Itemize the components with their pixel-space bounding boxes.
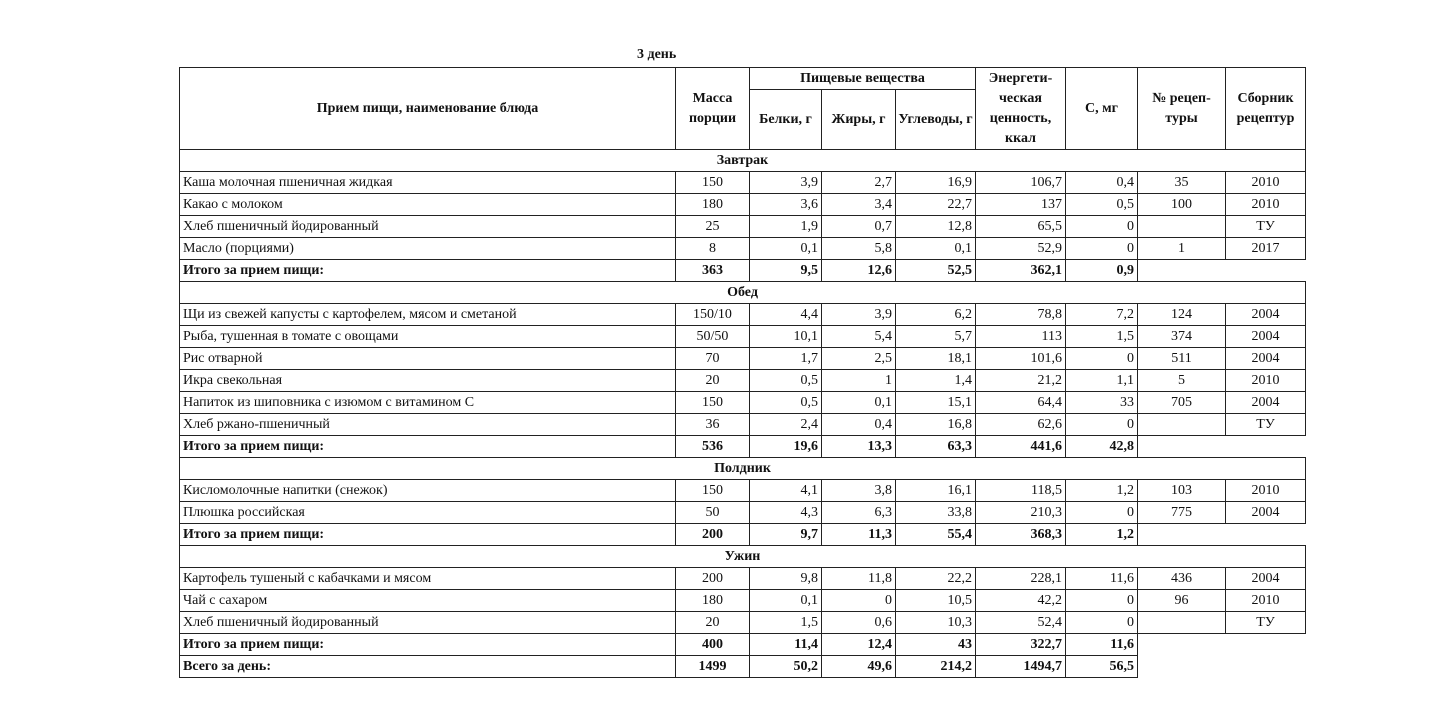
cell-total-label: Итого за прием пищи: — [180, 260, 676, 282]
cell-dish-name: Хлеб ржано-пшеничный — [180, 414, 676, 436]
cell-recipe-collection: 2004 — [1226, 568, 1306, 590]
cell-vitamin-c: 0 — [1066, 502, 1138, 524]
cell-protein: 1,7 — [750, 348, 822, 370]
cell-dish-name: Щи из свежей капусты с картофелем, мясом и сметаной — [180, 304, 676, 326]
cell-fat: 0,7 — [822, 216, 896, 238]
cell-dish-name: Каша молочная пшеничная жидкая — [180, 172, 676, 194]
section-title: Завтрак — [180, 150, 1306, 172]
cell-vitamin-c: 1,2 — [1066, 480, 1138, 502]
cell-protein: 0,1 — [750, 590, 822, 612]
cell-dish-name: Плюшка российская — [180, 502, 676, 524]
cell-fat: 0 — [822, 590, 896, 612]
cell-mass: 180 — [676, 194, 750, 216]
cell-energy: 118,5 — [976, 480, 1066, 502]
cell-total-label: Итого за прием пищи: — [180, 524, 676, 546]
cell-day-total-label: Всего за день: — [180, 656, 676, 678]
cell-recipe-number — [1138, 612, 1226, 634]
dish-row — [180, 414, 1306, 436]
cell-recipe-collection: ТУ — [1226, 612, 1306, 634]
cell-vitamin-c: 1,5 — [1066, 326, 1138, 348]
cell-vitamin-c: 0 — [1066, 414, 1138, 436]
cell-mass: 150 — [676, 392, 750, 414]
cell-protein: 9,8 — [750, 568, 822, 590]
dish-row — [180, 238, 1306, 260]
cell-energy: 210,3 — [976, 502, 1066, 524]
dish-row — [180, 612, 1306, 634]
total-cell-protein: 19,6 — [750, 436, 822, 458]
cell-fat: 5,4 — [822, 326, 896, 348]
cell-recipe-collection: 2010 — [1226, 172, 1306, 194]
cell-mass: 150 — [676, 172, 750, 194]
cell-protein: 2,4 — [750, 414, 822, 436]
cell-protein: 0,5 — [750, 370, 822, 392]
total-cell-mass: 363 — [676, 260, 750, 282]
cell-carbs: 16,1 — [896, 480, 976, 502]
cell-fat: 3,4 — [822, 194, 896, 216]
cell-energy: 42,2 — [976, 590, 1066, 612]
cell-protein: 3,6 — [750, 194, 822, 216]
cell-energy: 65,5 — [976, 216, 1066, 238]
total-cell-protein: 9,7 — [750, 524, 822, 546]
cell-protein: 4,4 — [750, 304, 822, 326]
cell-dish-name: Чай с сахаром — [180, 590, 676, 612]
total-cell-vitamin-c: 11,6 — [1066, 634, 1138, 656]
cell-fat: 0,4 — [822, 414, 896, 436]
cell-carbs: 18,1 — [896, 348, 976, 370]
meal-total-row — [180, 524, 1306, 546]
cell-fat: 2,7 — [822, 172, 896, 194]
cell-energy: 113 — [976, 326, 1066, 348]
cell-vitamin-c: 0 — [1066, 238, 1138, 260]
cell-recipe-number — [1138, 216, 1226, 238]
cell-fat: 0,6 — [822, 612, 896, 634]
cell-carbs: 16,8 — [896, 414, 976, 436]
dish-row — [180, 590, 1306, 612]
cell-dish-name: Рис отварной — [180, 348, 676, 370]
cell-protein: 1,5 — [750, 612, 822, 634]
meal-total-row — [180, 260, 1306, 282]
cell-recipe-number: 5 — [1138, 370, 1226, 392]
total-cell-carbs: 43 — [896, 634, 976, 656]
day-total-cell-fat: 49,6 — [822, 656, 896, 678]
cell-dish-name: Икра свекольная — [180, 370, 676, 392]
total-cell-carbs: 52,5 — [896, 260, 976, 282]
cell-recipe-collection: 2004 — [1226, 304, 1306, 326]
total-cell-energy: 362,1 — [976, 260, 1066, 282]
day-total-cell-mass: 1499 — [676, 656, 750, 678]
section-title: Ужин — [180, 546, 1306, 568]
cell-energy: 228,1 — [976, 568, 1066, 590]
day-total-cell-vitamin-c: 56,5 — [1066, 656, 1138, 678]
cell-recipe-number: 705 — [1138, 392, 1226, 414]
cell-carbs: 16,9 — [896, 172, 976, 194]
total-cell-vitamin-c: 42,8 — [1066, 436, 1138, 458]
day-title: 3 день — [637, 47, 677, 62]
cell-energy: 52,4 — [976, 612, 1066, 634]
cell-mass: 180 — [676, 590, 750, 612]
dish-row — [180, 568, 1306, 590]
total-cell-fat: 12,4 — [822, 634, 896, 656]
section-header-row — [180, 282, 1306, 304]
cell-dish-name: Масло (порциями) — [180, 238, 676, 260]
total-cell-carbs: 63,3 — [896, 436, 976, 458]
cell-vitamin-c: 11,6 — [1066, 568, 1138, 590]
cell-recipe-number: 775 — [1138, 502, 1226, 524]
total-cell-fat: 13,3 — [822, 436, 896, 458]
day-total-cell-protein: 50,2 — [750, 656, 822, 678]
cell-recipe-collection: 2010 — [1226, 370, 1306, 392]
cell-recipe-collection: 2017 — [1226, 238, 1306, 260]
total-cell-energy: 441,6 — [976, 436, 1066, 458]
total-cell-protein: 11,4 — [750, 634, 822, 656]
dish-row — [180, 480, 1306, 502]
cell-vitamin-c: 0,5 — [1066, 194, 1138, 216]
cell-energy: 78,8 — [976, 304, 1066, 326]
cell-recipe-number: 436 — [1138, 568, 1226, 590]
header-recipe-number: № рецеп-туры — [1138, 68, 1226, 150]
cell-protein: 10,1 — [750, 326, 822, 348]
cell-fat: 1 — [822, 370, 896, 392]
cell-energy: 62,6 — [976, 414, 1066, 436]
cell-protein: 0,5 — [750, 392, 822, 414]
cell-dish-name: Напиток из шиповника с изюмом с витамином С — [180, 392, 676, 414]
cell-mass: 150/10 — [676, 304, 750, 326]
dish-row — [180, 326, 1306, 348]
menu-table — [179, 67, 1306, 678]
cell-recipe-collection: 2004 — [1226, 502, 1306, 524]
cell-carbs: 33,8 — [896, 502, 976, 524]
dish-row — [180, 216, 1306, 238]
blank-cell — [1138, 656, 1306, 678]
header-mass: Масса порции — [676, 68, 750, 150]
blank-cell — [1138, 524, 1306, 546]
cell-recipe-collection: ТУ — [1226, 216, 1306, 238]
header-vitamin-c: С, мг — [1066, 68, 1138, 150]
blank-cell — [1138, 634, 1306, 656]
cell-recipe-number: 35 — [1138, 172, 1226, 194]
section-title: Полдник — [180, 458, 1306, 480]
cell-recipe-number — [1138, 414, 1226, 436]
cell-mass: 150 — [676, 480, 750, 502]
cell-carbs: 12,8 — [896, 216, 976, 238]
total-cell-energy: 368,3 — [976, 524, 1066, 546]
cell-carbs: 5,7 — [896, 326, 976, 348]
dish-row — [180, 194, 1306, 216]
cell-recipe-number: 1 — [1138, 238, 1226, 260]
cell-recipe-collection: 2004 — [1226, 326, 1306, 348]
cell-recipe-number: 103 — [1138, 480, 1226, 502]
cell-recipe-number: 100 — [1138, 194, 1226, 216]
cell-mass: 200 — [676, 568, 750, 590]
day-total-cell-energy: 1494,7 — [976, 656, 1066, 678]
cell-protein: 0,1 — [750, 238, 822, 260]
header-nutrients: Пищевые вещества — [750, 68, 976, 90]
cell-mass: 50 — [676, 502, 750, 524]
dish-row — [180, 370, 1306, 392]
cell-mass: 36 — [676, 414, 750, 436]
cell-vitamin-c: 33 — [1066, 392, 1138, 414]
cell-vitamin-c: 0 — [1066, 612, 1138, 634]
dish-row — [180, 172, 1306, 194]
cell-carbs: 10,5 — [896, 590, 976, 612]
section-header-row — [180, 458, 1306, 480]
menu-body — [180, 150, 1306, 678]
dish-row — [180, 348, 1306, 370]
cell-vitamin-c: 0 — [1066, 590, 1138, 612]
cell-recipe-number: 374 — [1138, 326, 1226, 348]
cell-mass: 70 — [676, 348, 750, 370]
total-cell-protein: 9,5 — [750, 260, 822, 282]
cell-mass: 8 — [676, 238, 750, 260]
cell-dish-name: Какао с молоком — [180, 194, 676, 216]
cell-vitamin-c: 7,2 — [1066, 304, 1138, 326]
cell-vitamin-c: 0,4 — [1066, 172, 1138, 194]
cell-recipe-number: 511 — [1138, 348, 1226, 370]
cell-vitamin-c: 1,1 — [1066, 370, 1138, 392]
cell-carbs: 10,3 — [896, 612, 976, 634]
cell-fat: 3,8 — [822, 480, 896, 502]
header-recipe-collection: Сборник рецептур — [1226, 68, 1306, 150]
section-header-row — [180, 150, 1306, 172]
cell-dish-name: Хлеб пшеничный йодированный — [180, 216, 676, 238]
section-header-row — [180, 546, 1306, 568]
cell-protein: 3,9 — [750, 172, 822, 194]
cell-fat: 11,8 — [822, 568, 896, 590]
header-energy: Энергети-ческая ценность, ккал — [976, 68, 1066, 150]
header-fat: Жиры, г — [822, 90, 896, 150]
cell-dish-name: Хлеб пшеничный йодированный — [180, 612, 676, 634]
total-cell-carbs: 55,4 — [896, 524, 976, 546]
cell-energy: 64,4 — [976, 392, 1066, 414]
cell-recipe-collection: 2004 — [1226, 392, 1306, 414]
cell-mass: 20 — [676, 612, 750, 634]
total-cell-fat: 12,6 — [822, 260, 896, 282]
cell-carbs: 0,1 — [896, 238, 976, 260]
cell-total-label: Итого за прием пищи: — [180, 634, 676, 656]
cell-recipe-collection: 2010 — [1226, 480, 1306, 502]
cell-protein: 4,1 — [750, 480, 822, 502]
meal-total-row — [180, 634, 1306, 656]
cell-dish-name: Картофель тушеный с кабачками и мясом — [180, 568, 676, 590]
cell-mass: 50/50 — [676, 326, 750, 348]
day-total-row — [180, 656, 1306, 678]
blank-cell — [1138, 436, 1306, 458]
cell-vitamin-c: 0 — [1066, 216, 1138, 238]
total-cell-vitamin-c: 0,9 — [1066, 260, 1138, 282]
total-cell-energy: 322,7 — [976, 634, 1066, 656]
cell-carbs: 6,2 — [896, 304, 976, 326]
cell-mass: 20 — [676, 370, 750, 392]
cell-energy: 101,6 — [976, 348, 1066, 370]
total-cell-mass: 536 — [676, 436, 750, 458]
header-carbs: Углеводы, г — [896, 90, 976, 150]
total-cell-mass: 400 — [676, 634, 750, 656]
header-protein: Белки, г — [750, 90, 822, 150]
section-title: Обед — [180, 282, 1306, 304]
cell-vitamin-c: 0 — [1066, 348, 1138, 370]
cell-mass: 25 — [676, 216, 750, 238]
cell-recipe-number: 96 — [1138, 590, 1226, 612]
cell-carbs: 22,2 — [896, 568, 976, 590]
total-cell-vitamin-c: 1,2 — [1066, 524, 1138, 546]
cell-fat: 5,8 — [822, 238, 896, 260]
cell-fat: 0,1 — [822, 392, 896, 414]
cell-recipe-number: 124 — [1138, 304, 1226, 326]
dish-row — [180, 304, 1306, 326]
cell-carbs: 15,1 — [896, 392, 976, 414]
cell-energy: 137 — [976, 194, 1066, 216]
cell-fat: 6,3 — [822, 502, 896, 524]
cell-carbs: 22,7 — [896, 194, 976, 216]
cell-recipe-collection: 2004 — [1226, 348, 1306, 370]
cell-dish-name: Кисломолочные напитки (снежок) — [180, 480, 676, 502]
cell-recipe-collection: 2010 — [1226, 194, 1306, 216]
total-cell-fat: 11,3 — [822, 524, 896, 546]
cell-total-label: Итого за прием пищи: — [180, 436, 676, 458]
total-cell-mass: 200 — [676, 524, 750, 546]
header-dish: Прием пищи, наименование блюда — [180, 68, 676, 150]
cell-energy: 106,7 — [976, 172, 1066, 194]
dish-row — [180, 392, 1306, 414]
cell-recipe-collection: ТУ — [1226, 414, 1306, 436]
cell-energy: 52,9 — [976, 238, 1066, 260]
meal-total-row — [180, 436, 1306, 458]
dish-row — [180, 502, 1306, 524]
cell-fat: 2,5 — [822, 348, 896, 370]
cell-fat: 3,9 — [822, 304, 896, 326]
cell-protein: 1,9 — [750, 216, 822, 238]
cell-carbs: 1,4 — [896, 370, 976, 392]
blank-cell — [1138, 260, 1306, 282]
cell-dish-name: Рыба, тушенная в томате с овощами — [180, 326, 676, 348]
cell-protein: 4,3 — [750, 502, 822, 524]
cell-recipe-collection: 2010 — [1226, 590, 1306, 612]
cell-energy: 21,2 — [976, 370, 1066, 392]
day-total-cell-carbs: 214,2 — [896, 656, 976, 678]
